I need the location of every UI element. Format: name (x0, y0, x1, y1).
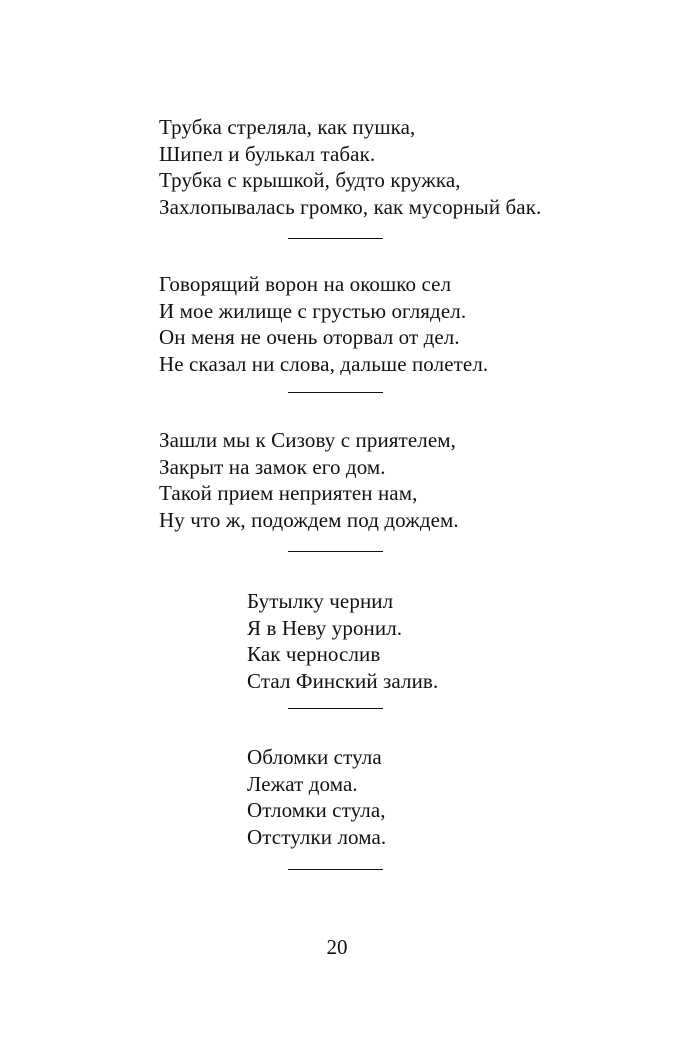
page-number: 20 (326, 935, 348, 959)
stanza-line: Бутылку чернил (247, 589, 394, 613)
stanza-line: Стал Финский залив. (247, 668, 439, 693)
stanza-line: И мое жилище с грустью оглядел. (159, 298, 467, 323)
stanza-line: Отломки стула, (247, 798, 386, 822)
stanza-3 (159, 427, 459, 533)
stanza-1 (159, 114, 541, 220)
stanza-line: Трубка с крышкой, будто кружка, (159, 168, 461, 192)
stanza-line: Говорящий ворон на окошко сел (159, 272, 452, 296)
stanza-5 (247, 744, 386, 850)
stanza-4 (247, 588, 438, 694)
stanza-divider (288, 238, 383, 239)
stanza-line: Лежат дома. (247, 771, 358, 796)
stanza-line: Трубка стреляла, как пушка, (159, 115, 416, 139)
stanza-divider (288, 392, 383, 393)
stanza-line: Я в Неву уронил. (247, 615, 403, 640)
stanza-line: Такой прием неприятен нам, (159, 481, 418, 505)
stanza-line: Обломки стула (247, 745, 382, 769)
stanza-line: Ну что ж, подождем под дождем. (159, 507, 459, 532)
stanza-line: Захлопывалась громко, как мусорный бак. (159, 194, 542, 219)
stanza-2 (159, 271, 488, 377)
stanza-line: Зашли мы к Сизову с приятелем, (159, 428, 456, 452)
stanza-divider (288, 708, 383, 709)
stanza-divider (288, 869, 383, 870)
stanza-divider (288, 551, 383, 552)
stanza-line: Закрыт на замок его дом. (159, 454, 386, 479)
stanza-line: Не сказал ни слова, дальше полетел. (159, 351, 489, 376)
stanza-line: Как чернослив (247, 642, 381, 666)
stanza-line: Шипел и булькал табак. (159, 141, 376, 166)
stanza-line: Он меня не очень оторвал от дел. (159, 325, 460, 349)
stanza-line: Отстулки лома. (247, 824, 387, 849)
